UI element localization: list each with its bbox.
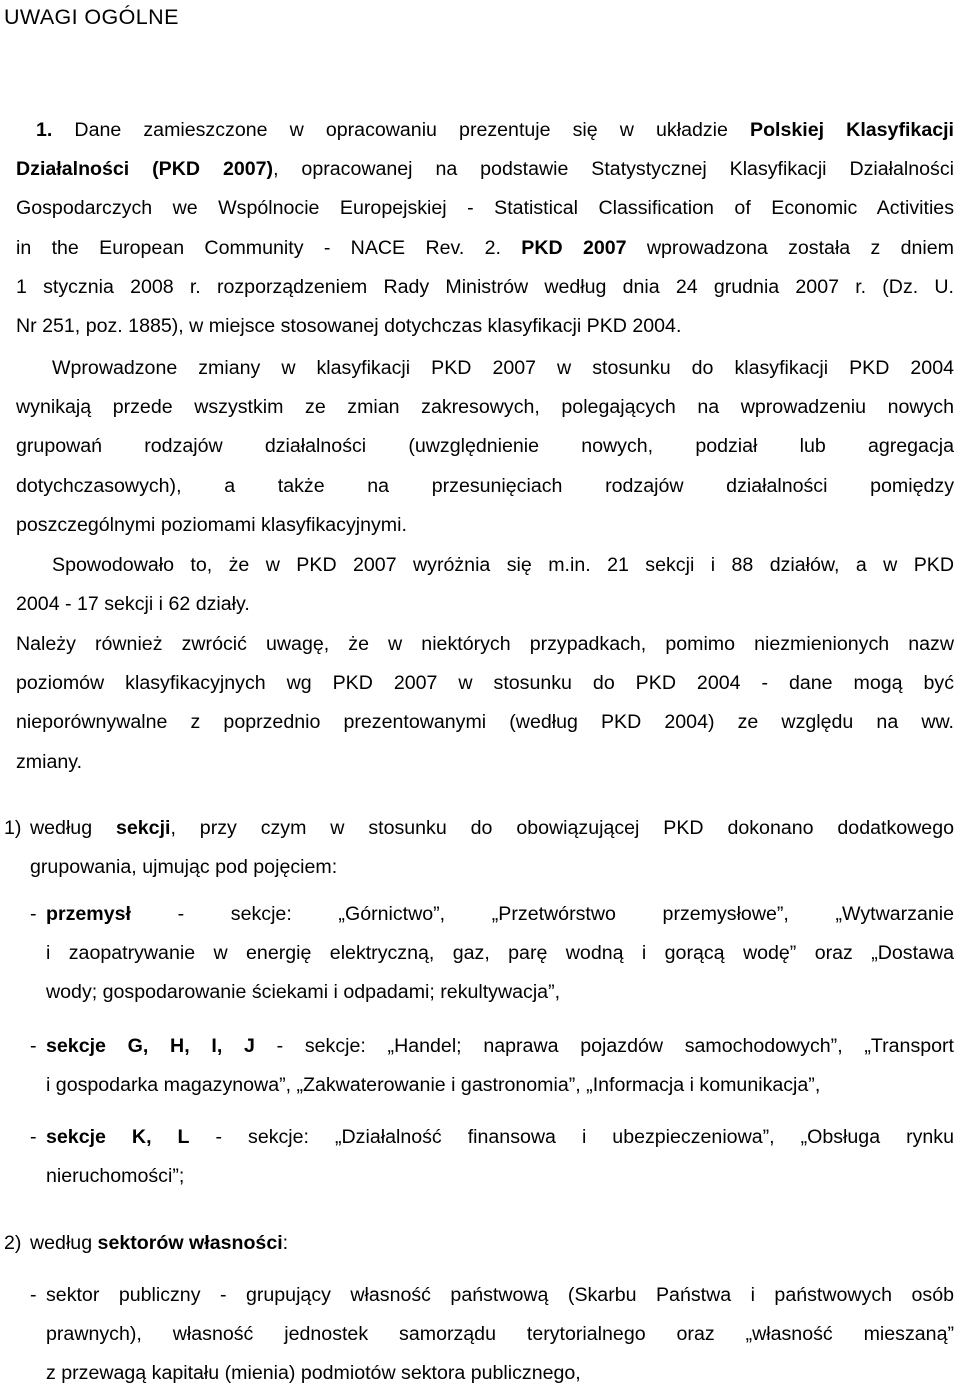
paragraph-3-line-1: Spowodowało to, że w PKD 2007 wyróżnia się m.in. 21 sekcji i 88 działów, a w PKD — [52, 554, 954, 576]
sub-item-1-line-3: wody; gospodarowanie ściekami i odpadami; rekultywacja”, — [46, 981, 561, 1004]
sub-item-2-dash: - — [30, 1035, 37, 1057]
paragraph-2 — [16, 349, 954, 545]
page-title: UWAGI OGÓLNE — [4, 5, 179, 29]
paragraph-1 — [16, 111, 954, 346]
sub-item-2-line-1: sekcje G, H, I, J - sekcje: „Handel; naprawa pojazdów samochodowych”, „Transport — [46, 1035, 955, 1057]
list-item-2-number: 2) — [4, 1232, 22, 1254]
list-item-1-line-1: według sekcji, przy czym w stosunku do obowiązującej PKD dokonano dodatkowego — [30, 817, 954, 839]
paragraph-4-line-3: nieporównywalne z poprzednio prezentowanymi (według PKD 2004) ze względu na ww. — [16, 711, 954, 734]
sub-item-3-line-1: sekcje K, L - sekcje: „Działalność finansowa i ubezpieczeniowa”, „Obsługa rynku — [46, 1126, 954, 1148]
list-item-1 — [30, 809, 954, 887]
sub-item-4-line-1: sektor publiczny - grupujący własność państwową (Skarbu Państwa i państwowych osób — [46, 1284, 954, 1306]
sub-item-2-line-2: i gospodarka magazynowa”, „Zakwaterowanie i gastronomia”, „Informacja i komunikacja”, — [46, 1074, 821, 1097]
sub-item-2 — [46, 1027, 954, 1105]
paragraph-2-line-4: dotychczasowych), a także na przesunięciach rodzajów działalności pomiędzy — [16, 474, 954, 497]
sub-item-1 — [46, 895, 954, 1013]
list-item-1-number: 1) — [4, 817, 22, 839]
list-item-1-line-2: grupowania, ujmując pod pojęciem: — [30, 856, 338, 879]
paragraph-1-line-2: Działalności (PKD 2007), opracowanej na podstawie Statystycznej Klasyfikacji Działalności — [16, 158, 954, 181]
sub-item-1-dash: - — [30, 903, 37, 925]
paragraph-2-line-5: poszczególnymi poziomami klasyfikacyjnymi. — [16, 513, 407, 536]
paragraph-2-line-3: grupowań rodzajów działalności (uwzględnienie nowych, podział lub agregacja — [16, 435, 954, 458]
paragraph-3-line-2: 2004 - 17 sekcji i 62 działy. — [16, 593, 250, 616]
paragraph-1-line-6: Nr 251, poz. 1885), w miejsce stosowanej dotychczas klasyfikacji PKD 2004. — [16, 314, 682, 337]
sub-item-3-line-2: nieruchomości”; — [46, 1165, 185, 1188]
sub-item-3-dash: - — [30, 1126, 37, 1148]
sub-item-3 — [46, 1118, 954, 1196]
paragraph-4 — [16, 625, 954, 782]
paragraph-2-line-2: wynikają przede wszystkim ze zmian zakresowych, polegających na wprowadzeniu nowych — [16, 396, 954, 419]
paragraph-1-line-4: in the European Community - NACE Rev. 2. PKD 2007 wprowadzona została z dniem — [16, 236, 955, 259]
paragraph-1-line-1: 1. Dane zamieszczone w opracowaniu prezentuje się w układzie Polskiej Klasyfikacji — [36, 119, 955, 141]
sub-item-1-line-2: i zaopatrywanie w energię elektryczną, gaz, parę wodną i gorącą wodę” oraz „Dostawa — [46, 942, 954, 965]
paragraph-4-line-1: Należy również zwrócić uwagę, że w niektórych przypadkach, pomimo niezmienionych nazw — [16, 633, 954, 655]
paragraph-2-line-1: Wprowadzone zmiany w klasyfikacji PKD 2007 w stosunku do klasyfikacji PKD 2004 — [52, 357, 954, 379]
paragraph-4-line-4: zmiany. — [16, 750, 83, 773]
sub-item-4-line-3: z przewagą kapitału (mienia) podmiotów sektora publicznego, — [46, 1362, 581, 1385]
paragraph-4-line-2: poziomów klasyfikacyjnych wg PKD 2007 w stosunku do PKD 2004 - dane mogą być — [16, 672, 954, 695]
paragraph-1-line-3: Gospodarczych we Wspólnocie Europejskiej - Statistical Classification of Economic Activities — [16, 197, 954, 220]
list-item-2-line-1: według sektorów własności: — [30, 1232, 289, 1254]
sub-item-1-line-1: przemysł - sekcje: „Górnictwo”, „Przetwórstwo przemysłowe”, „Wytwarzanie — [46, 903, 954, 925]
sub-item-4-dash: - — [30, 1284, 37, 1306]
paragraph-1-line-5: 1 stycznia 2008 r. rozporządzeniem Rady Ministrów według dnia 24 grudnia 2007 r. (Dz. U. — [16, 275, 954, 298]
sub-item-4-line-2: prawnych), własność jednostek samorządu terytorialnego oraz „własność mieszaną” — [46, 1323, 954, 1346]
sub-item-4 — [46, 1276, 954, 1394]
list-item-2 — [30, 1224, 954, 1263]
paragraph-3 — [16, 546, 954, 624]
